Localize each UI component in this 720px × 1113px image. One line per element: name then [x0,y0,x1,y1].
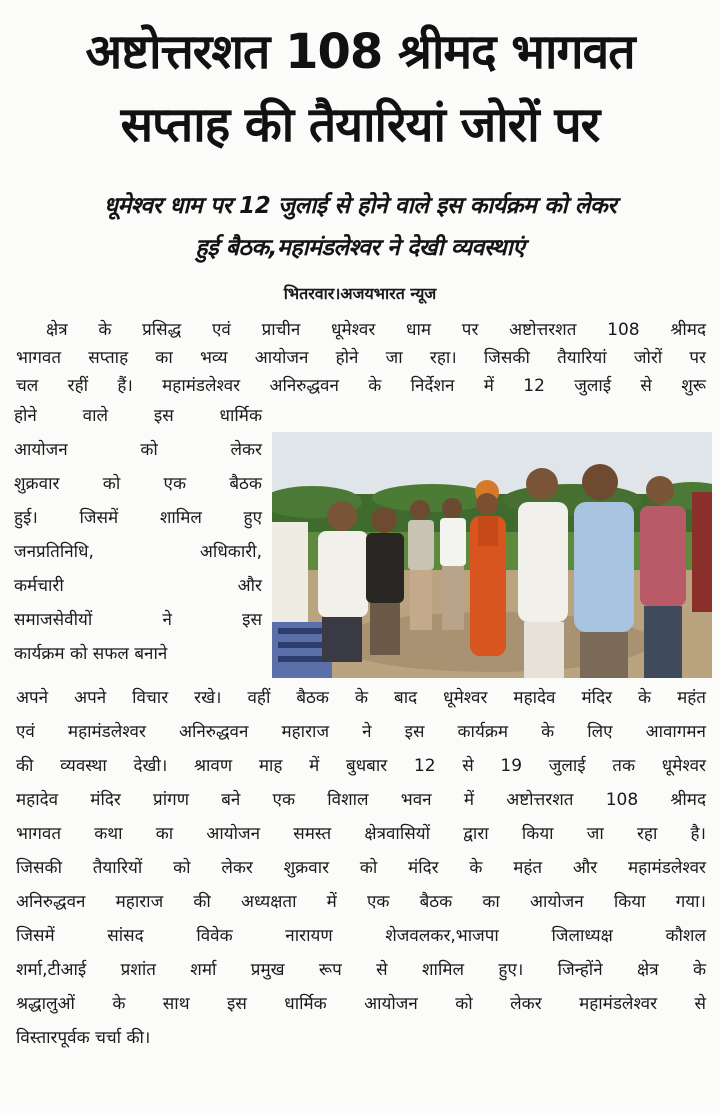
intro-line: भागवत सप्ताह का भव्य आयोजन होने जा रहा। जिसकी तैयारियां जोरों पर [16,348,706,368]
news-photo [272,432,712,678]
column-line: हुई। जिसमें शामिल हुए [14,508,262,528]
body-line: अपने अपने विचार रखे। वहीं बैठक के बाद धूमेश्वर महादेव मंदिर के महंत [16,688,706,708]
column-line: होने वाले इस धार्मिक [14,406,262,426]
byline: भितरवार।अजयभारत न्यूज [283,284,437,303]
body-line: विस्तारपूर्वक चर्चा की। [16,1028,151,1048]
column-line: कार्यक्रम को सफल बनाने [14,644,168,664]
body-line: जिसकी तैयारियों को लेकर शुक्रवार को मंदिर के महंत और महामंडलेश्वर [16,858,706,878]
news-photo-meeting-icon [272,432,712,678]
column-line: आयोजन को लेकर [14,440,262,460]
headline-line-1: अष्टोत्तरशत 108 श्रीमद भागवत [85,24,635,80]
column-line: शुक्रवार को एक बैठक [14,474,262,494]
body-line: भागवत कथा का आयोजन समस्त क्षेत्रवासियों द्वारा किया जा रहा है। [16,824,706,844]
body-line: शर्मा,टीआई प्रशांत शर्मा प्रमुख रूप से शामिल हुए। जिन्होंने क्षेत्र के [16,960,706,980]
subheadline-line-1: धूमेश्वर धाम पर 12 जुलाई से होने वाले इस कार्यक्रम को लेकर [103,193,617,219]
body-line: जिसमें सांसद विवेक नारायण शेजवलकर,भाजपा जिलाध्यक्ष कौशल [16,926,706,946]
column-line: समाजसेवीयों ने इस [14,610,262,630]
body-line: की व्यवस्था देखी। श्रावण माह में बुधबार 12 से 19 जुलाई तक धूमेश्वर [16,756,706,776]
headline-line-2: सप्ताह की तैयारियां जोरों पर [120,97,600,153]
intro-line: क्षेत्र के प्रसिद्ध एवं प्राचीन धूमेश्वर धाम पर अष्टोत्तरशत 108 श्रीमद [46,320,706,340]
column-line: कर्मचारी और [14,576,262,596]
body-line: श्रद्धालुओं के साथ इस धार्मिक आयोजन को लेकर महामंडलेश्वर से [16,994,706,1014]
body-line: अनिरुद्धवन महाराज की अध्यक्षता में एक बैठक का आयोजन किया गया। [16,892,706,912]
body-line: महादेव मंदिर प्रांगण बने एक विशाल भवन में अष्टोत्तरशत 108 श्रीमद [16,790,706,810]
intro-line: चल रहीं हैं। महामंडलेश्वर अनिरुद्धवन के निर्देशन में 12 जुलाई से शुरू [16,376,706,396]
column-line: जनप्रतिनिधि, अधिकारी, [14,542,262,562]
subheadline-line-2: हुई बैठक,महामंडलेश्वर ने देखी व्यवस्थाएं [195,235,525,261]
body-line: एवं महामंडलेश्वर अनिरुद्धवन महाराज ने इस कार्यक्रम के लिए आवागमन [16,722,706,742]
